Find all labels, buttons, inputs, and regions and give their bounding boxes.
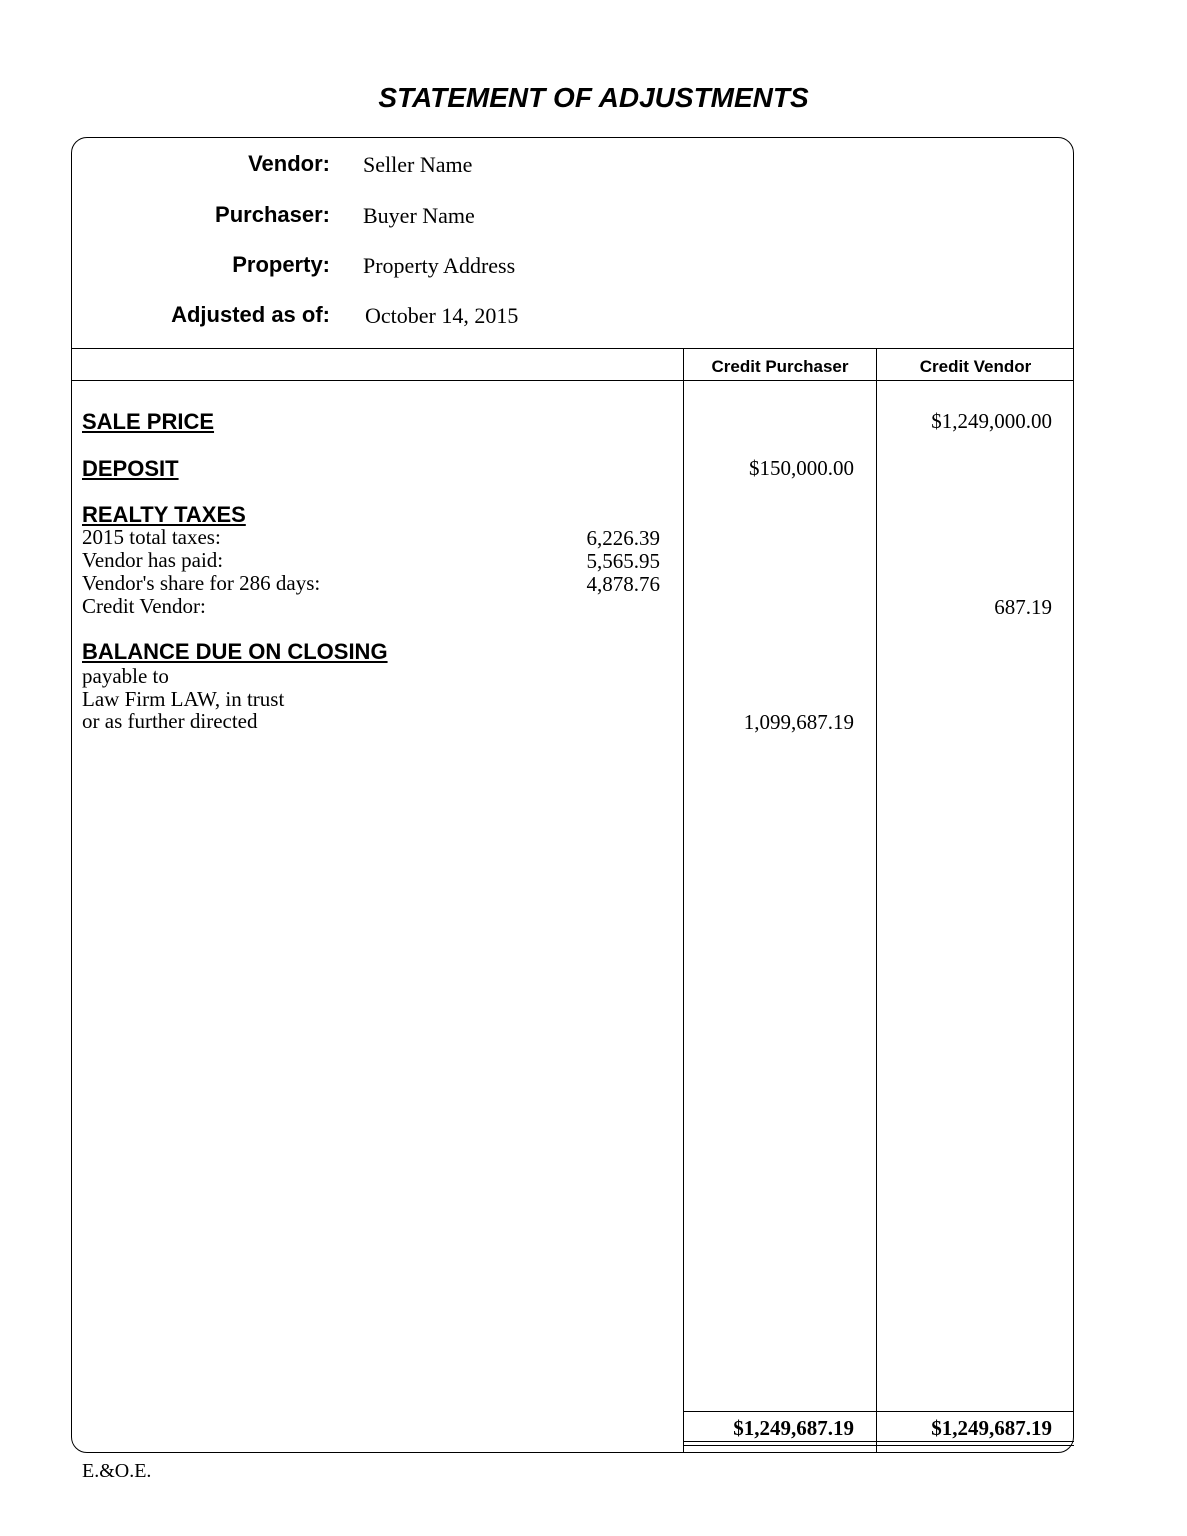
balance-credit-purchaser: 1,099,687.19 bbox=[743, 710, 854, 734]
total-credit-vendor: $1,249,687.19 bbox=[931, 1416, 1052, 1440]
vendor-label: Vendor: bbox=[248, 151, 330, 176]
tax-line-label: 2015 total taxes: bbox=[82, 525, 221, 549]
deposit-heading: DEPOSIT bbox=[82, 456, 179, 481]
vendor-value: Seller Name bbox=[363, 152, 473, 177]
totals-double-rule-2 bbox=[683, 1445, 1074, 1446]
realty-taxes-credit-vendor: 687.19 bbox=[994, 595, 1052, 619]
balance-line: or as further directed bbox=[82, 709, 258, 733]
tax-line-label: Vendor's share for 286 days: bbox=[82, 571, 321, 595]
tax-line-amount: 5,565.95 bbox=[586, 549, 660, 573]
table-top-divider bbox=[71, 348, 1074, 349]
tax-line-amount: 4,878.76 bbox=[586, 572, 660, 596]
document-title: STATEMENT OF ADJUSTMENTS bbox=[378, 82, 809, 113]
purchaser-value: Buyer Name bbox=[363, 203, 475, 228]
tax-line-label: Vendor has paid: bbox=[82, 548, 224, 572]
property-value: Property Address bbox=[363, 253, 516, 278]
totals-top-rule bbox=[683, 1411, 1074, 1412]
credit-purchaser-header: Credit Purchaser bbox=[711, 357, 849, 376]
purchaser-label: Purchaser: bbox=[215, 202, 330, 227]
adjusted-label: Adjusted as of: bbox=[171, 302, 330, 327]
statement-frame bbox=[71, 137, 1074, 1453]
balance-line: Law Firm LAW, in trust bbox=[82, 687, 285, 711]
realty-taxes-heading: REALTY TAXES bbox=[82, 502, 246, 527]
sale-price-heading: SALE PRICE bbox=[82, 409, 215, 434]
deposit-credit-purchaser: $150,000.00 bbox=[749, 456, 854, 480]
purchaser-column-divider bbox=[683, 348, 684, 1453]
tax-line-amount: 6,226.39 bbox=[586, 526, 660, 550]
totals-double-rule-1 bbox=[683, 1441, 1074, 1442]
total-credit-purchaser: $1,249,687.19 bbox=[733, 1416, 854, 1440]
balance-line: payable to bbox=[82, 664, 169, 688]
property-label: Property: bbox=[232, 252, 330, 277]
sale-price-credit-vendor: $1,249,000.00 bbox=[931, 409, 1052, 433]
vendor-column-divider bbox=[876, 348, 877, 1453]
credit-vendor-header: Credit Vendor bbox=[919, 357, 1032, 376]
eoe-footer: E.&O.E. bbox=[82, 1460, 152, 1482]
adjusted-value: October 14, 2015 bbox=[365, 303, 519, 328]
tax-line-label: Credit Vendor: bbox=[82, 594, 206, 618]
column-header-divider bbox=[71, 380, 1074, 381]
balance-due-heading: BALANCE DUE ON CLOSING bbox=[82, 639, 388, 664]
